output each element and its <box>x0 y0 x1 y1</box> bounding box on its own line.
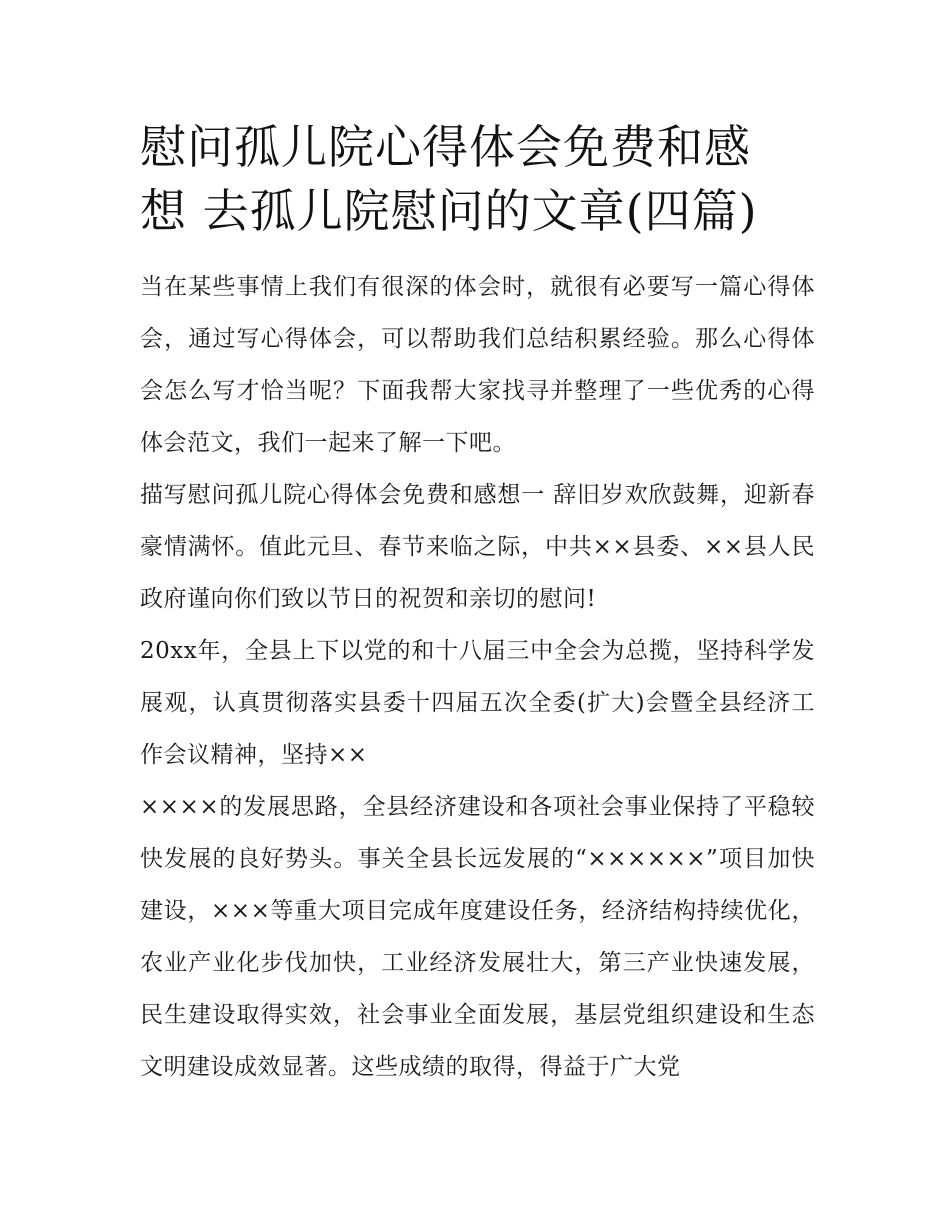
document-content <box>140 115 815 1093</box>
document-body <box>140 261 815 1093</box>
document-title <box>140 115 815 243</box>
paragraph-development: ××××的发展思路，全县经济建设和各项社会事业保持了平稳较快发展的良好势头。事关全县长远发展的“××××××”项目加快建设，×××等重大项目完成年度建设任务，经济结构持续优化，农业产业化步伐加快，工业经济发展壮大，第三产业快速发展，民生建设取得实效，社会事业全面发展，基层党组织建设和生态文明建设成效显著。这些成绩的取得，得益于广大党 <box>140 794 815 1080</box>
paragraph-year-review: 20xx年，全县上下以党的和十八届三中全会为总揽，坚持科学发展观，认真贯彻落实县委十四届五次全委(扩大)会暨全县经济工作会议精神，坚持×× <box>140 638 815 768</box>
paragraph-greeting: 描写慰问孤儿院心得体会免费和感想一 辞旧岁欢欣鼓舞，迎新春豪情满怀。值此元旦、春节来临之际，中共××县委、××县人民政府谨向你们致以节日的祝贺和亲切的慰问! <box>140 482 815 612</box>
title-line-2: 想 去孤儿院慰问的文章(四篇) <box>140 184 758 238</box>
title-line-1: 慰问孤儿院心得体会免费和感 <box>140 120 751 174</box>
paragraph-intro: 当在某些事情上我们有很深的体会时，就很有必要写一篇心得体会，通过写心得体会，可以帮助我们总结积累经验。那么心得体会怎么写才恰当呢？下面我帮大家找寻并整理了一些优秀的心得体会范文，我们一起来了解一下吧。 <box>140 274 815 456</box>
